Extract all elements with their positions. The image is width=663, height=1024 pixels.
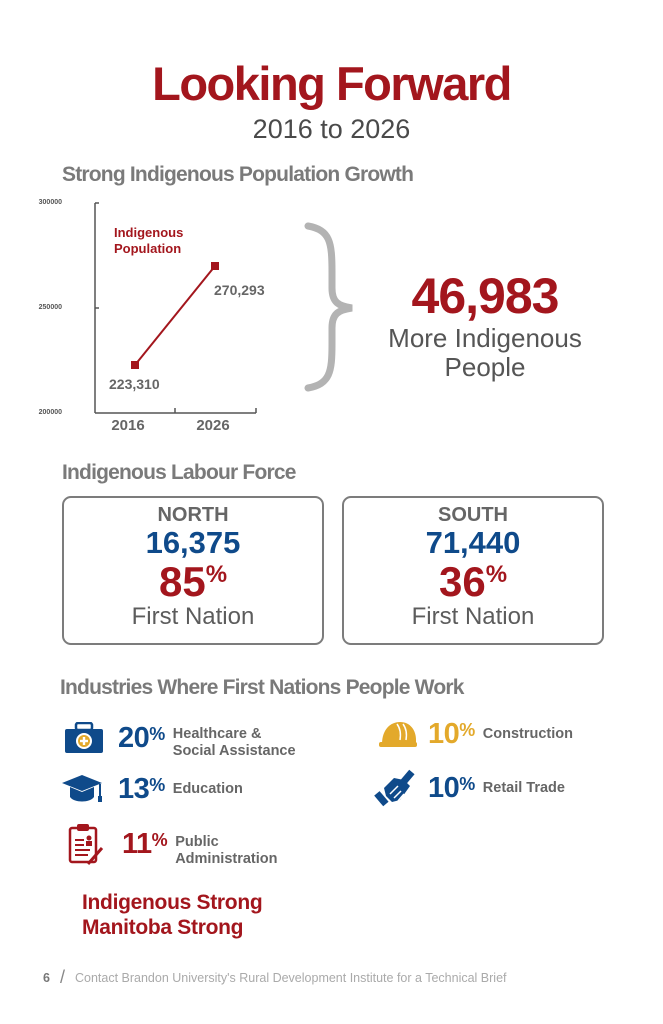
y-tick-300000: 300000 xyxy=(38,199,62,206)
graduation-cap-icon xyxy=(60,773,106,805)
chart-legend: Indigenous Population xyxy=(114,225,184,256)
industry-item-education xyxy=(60,773,243,805)
first-nation-percent: 85% xyxy=(158,558,228,605)
handshake-icon xyxy=(374,768,420,808)
industries-heading: Industries Where First Nations People Work xyxy=(60,676,464,699)
point-label-2016: 223,310 xyxy=(109,376,160,392)
industry-item-public-administration xyxy=(68,820,278,868)
industry-percent: 10% xyxy=(428,772,475,804)
industry-label: Retail Trade xyxy=(482,779,565,796)
north-card xyxy=(62,496,324,645)
footer-text: Contact Brandon University's Rural Development Institute for a Technical Brief xyxy=(74,970,507,985)
labour-count: 71,440 xyxy=(425,525,521,560)
region-label: SOUTH xyxy=(438,504,508,526)
medical-kit-icon xyxy=(64,722,104,754)
page-number: 6 xyxy=(43,970,50,985)
labour-count: 16,375 xyxy=(145,525,241,560)
population-heading: Strong Indigenous Population Growth xyxy=(62,163,414,186)
point-label-2026: 270,293 xyxy=(214,282,265,298)
clipboard-icon xyxy=(68,822,106,866)
first-nation-label: First Nation xyxy=(411,603,535,630)
page-subtitle: 2016 to 2026 xyxy=(252,114,411,144)
footer xyxy=(43,967,507,988)
industry-item-healthcare xyxy=(64,716,296,760)
industry-percent: 10% xyxy=(428,718,475,750)
footer-separator: / xyxy=(59,967,65,987)
industry-label: Construction xyxy=(482,725,573,742)
first-nation-percent: 36% xyxy=(438,558,508,605)
population-difference: 46,983 xyxy=(411,268,559,324)
data-point-2026 xyxy=(211,262,219,270)
page-title: Looking Forward xyxy=(152,57,511,110)
industry-label: Healthcare & Social Assistance xyxy=(172,726,296,759)
y-tick-200000: 200000 xyxy=(38,409,62,416)
y-tick-250000: 250000 xyxy=(38,304,62,311)
region-label: NORTH xyxy=(157,504,229,526)
population-difference-caption: More Indigenous People xyxy=(388,323,582,382)
slogan: Indigenous Strong Manitoba Strong xyxy=(82,891,263,939)
data-point-2016 xyxy=(131,361,139,369)
x-tick-2016: 2016 xyxy=(111,417,145,434)
industry-label: Education xyxy=(172,780,243,797)
population-chart xyxy=(0,195,300,445)
industry-item-retail-trade xyxy=(374,768,565,808)
hard-hat-icon xyxy=(378,718,418,750)
industry-percent: 13% xyxy=(118,773,165,805)
first-nation-label: First Nation xyxy=(131,603,255,630)
south-card xyxy=(342,496,604,645)
industry-percent: 20% xyxy=(118,722,165,754)
x-tick-2026: 2026 xyxy=(196,417,230,434)
labour-heading: Indigenous Labour Force xyxy=(62,461,296,484)
curly-brace-icon xyxy=(300,222,360,392)
industry-percent: 11% xyxy=(122,828,168,860)
industry-label: Public Administration xyxy=(175,834,278,867)
industry-item-construction xyxy=(378,718,573,750)
